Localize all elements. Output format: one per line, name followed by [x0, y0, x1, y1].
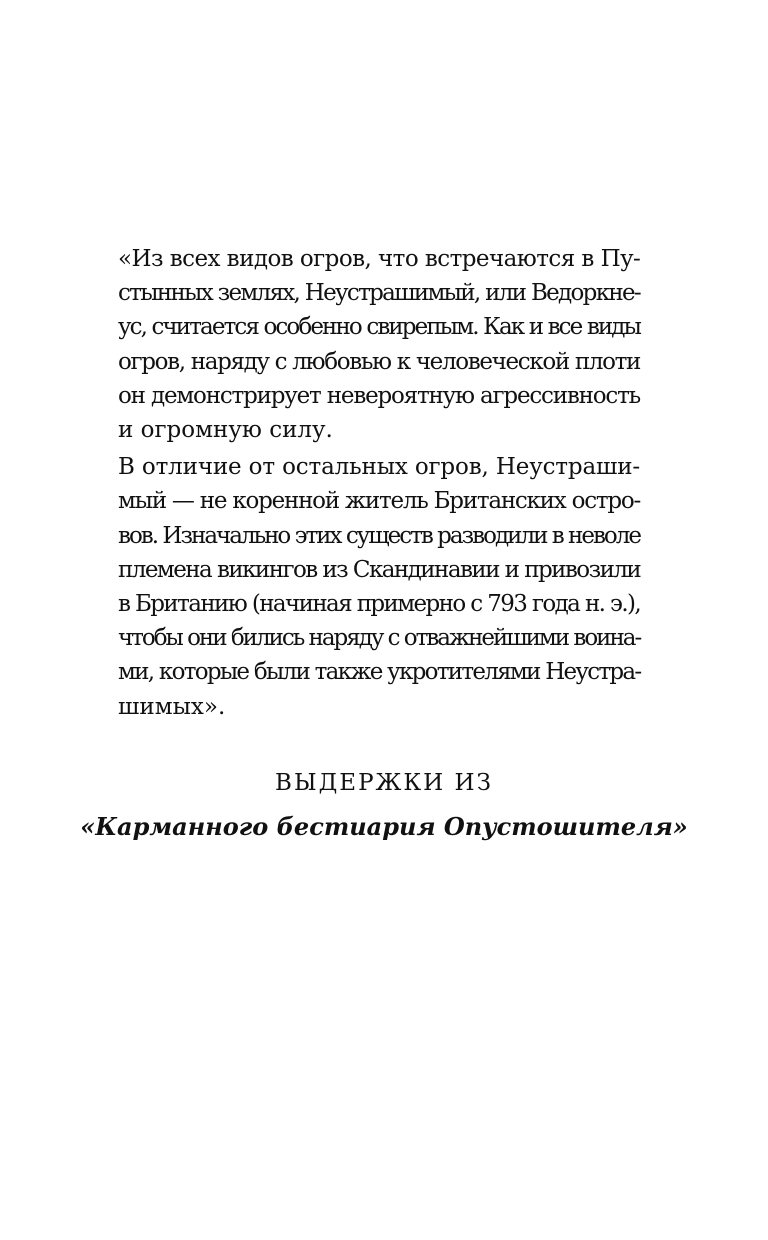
paragraph-2 — [118, 450, 640, 724]
source-title: «Карманного бестиария Опустошителя» — [80, 812, 688, 841]
text-line: мый — не коренной житель Британских остро- — [118, 488, 640, 515]
text-line: в Британию (начиная примерно с 793 года н. э.), — [118, 591, 641, 618]
text-line: огров, наряду с любовью к человеческой плоти — [118, 348, 640, 375]
text-line: племена викингов из Скандинавии и привозили — [118, 556, 641, 583]
text-line: и огромную силу. — [118, 417, 333, 444]
quote-text — [118, 242, 640, 724]
text-line: шимых». — [118, 693, 226, 720]
text-line: ми, которые были также укротителями Неустра- — [118, 659, 641, 686]
text-line: В отличие от остальных огров, Неустраши- — [118, 454, 641, 481]
text-line: ус, считается особенно свирепым. Как и все виды — [118, 314, 640, 341]
text-line: стынных землях, Неустрашимый, или Ведоркне- — [118, 280, 640, 307]
paragraph-1 — [118, 242, 640, 447]
source-heading: ВЫДЕРЖКИ ИЗ — [275, 770, 493, 796]
text-line: «Из всех видов огров, что встречаются в Пу- — [118, 246, 641, 272]
text-line: чтобы они бились наряду с отважнейшими воина- — [118, 625, 641, 652]
text-line: он демонстрирует невероятную агрессивность — [118, 382, 640, 409]
text-line: вов. Изначально этих существ разводили в неволе — [118, 522, 640, 549]
